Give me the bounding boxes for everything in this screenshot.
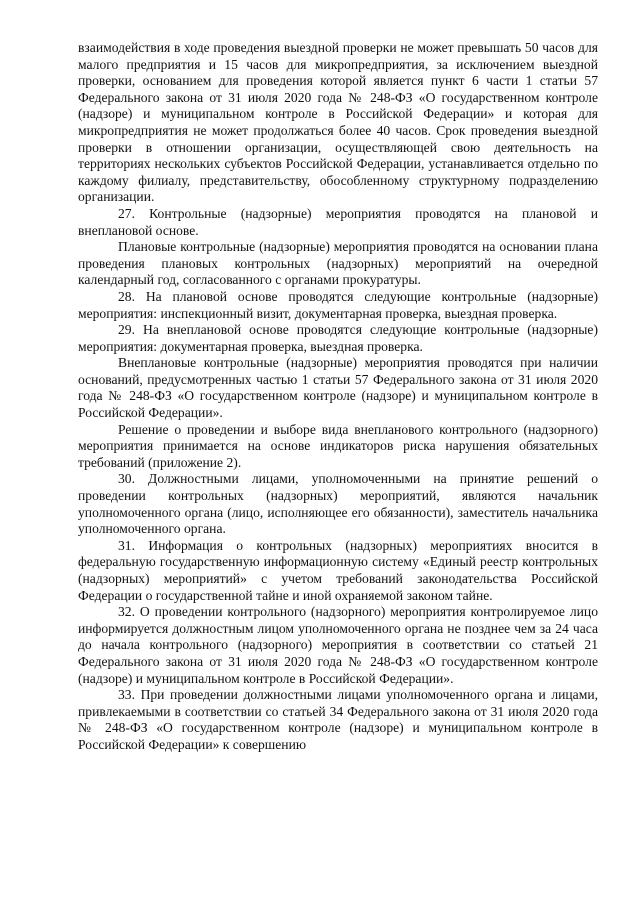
paragraph-27: 27. Контрольные (надзорные) мероприятия проводятся на плановой и внеплановой основе.: [78, 205, 598, 238]
paragraph-31: 31. Информация о контрольных (надзорных) мероприятиях вносится в федеральную государственную информационную систему «Единый реестр контрольных (надзорных) мероприятий» с учетом требований законодательства Российской Федерации о государственной тайне и иной охраняемой законом тайне.: [78, 537, 598, 603]
document-page: [78, 40, 598, 754]
paragraph-unplanned-inspections: Внеплановые контрольные (надзорные) мероприятия проводятся при наличии оснований, предусмотренных частью 1 статьи 57 Федерального закона от 31 июля 2020 года № 248-ФЗ «О государственном контроле (надзоре) и муниципальном контроле в Российской Федерации».: [78, 355, 598, 421]
paragraph-28: 28. На плановой основе проводятся следующие контрольные (надзорные) мероприятия: инспекционный визит, документарная проверка, выездная проверка.: [78, 288, 598, 321]
paragraph-32: 32. О проведении контрольного (надзорного) мероприятия контролируемое лицо информируется должностным лицом уполномоченного органа не позднее чем за 24 часа до начала контрольного (надзорного) мероприятия в соответствии со статьей 21 Федерального закона от 31 июля 2020 года № 248-ФЗ «О государственном контроле (надзоре) и муниципальном контроле в Российской Федерации».: [78, 604, 598, 686]
paragraph-continuation: взаимодействия в ходе проведения выездной проверки не может превышать 50 часов для малого предприятия и 15 часов для микропредприятия, за исключением выездной проверки, основанием для проведения которой является пункт 6 части 1 статьи 57 Федерального закона от 31 июля 2020 года № 248-ФЗ «О государственном контроле (надзоре) и муниципальном контроле в Российской Федерации» и которая для микропредприятия не может продолжаться более 40 часов. Срок проведения выездной проверки в отношении организации, осуществляющей свою деятельность на территориях нескольких субъектов Российской Федерации, устанавливается отдельно по каждому филиалу, представительству, обособленному структурному подразделению организации.: [78, 40, 598, 205]
paragraph-29: 29. На внеплановой основе проводятся следующие контрольные (надзорные) мероприятия: документарная проверка, выездная проверка.: [78, 322, 598, 354]
paragraph-33: 33. При проведении должностными лицами уполномоченного органа и лицами, привлекаемыми в соответствии со статьей 34 Федерального закона от 31 июля 2020 года № 248-ФЗ «О государственном контроле (надзоре) и муниципальном контроле в Российской Федерации» к совершению: [78, 687, 598, 752]
paragraph-planned-inspections: Плановые контрольные (надзорные) мероприятия проводятся на основании плана проведения плановых контрольных (надзорных) мероприятий на очередной календарный год, согласованного с органами прокуратуры.: [78, 239, 598, 288]
paragraph-decision: Решение о проведении и выборе вида внепланового контрольного (надзорного) мероприятия принимается на основе индикаторов риска нарушения обязательных требований (приложение 2).: [78, 421, 598, 470]
paragraph-30: 30. Должностными лицами, уполномоченными на принятие решений о проведении контрольных (надзорных) мероприятий, являются начальник уполномоченного органа (лицо, исполняющее его обязанности), заместитель начальника уполномоченного органа.: [78, 471, 598, 537]
